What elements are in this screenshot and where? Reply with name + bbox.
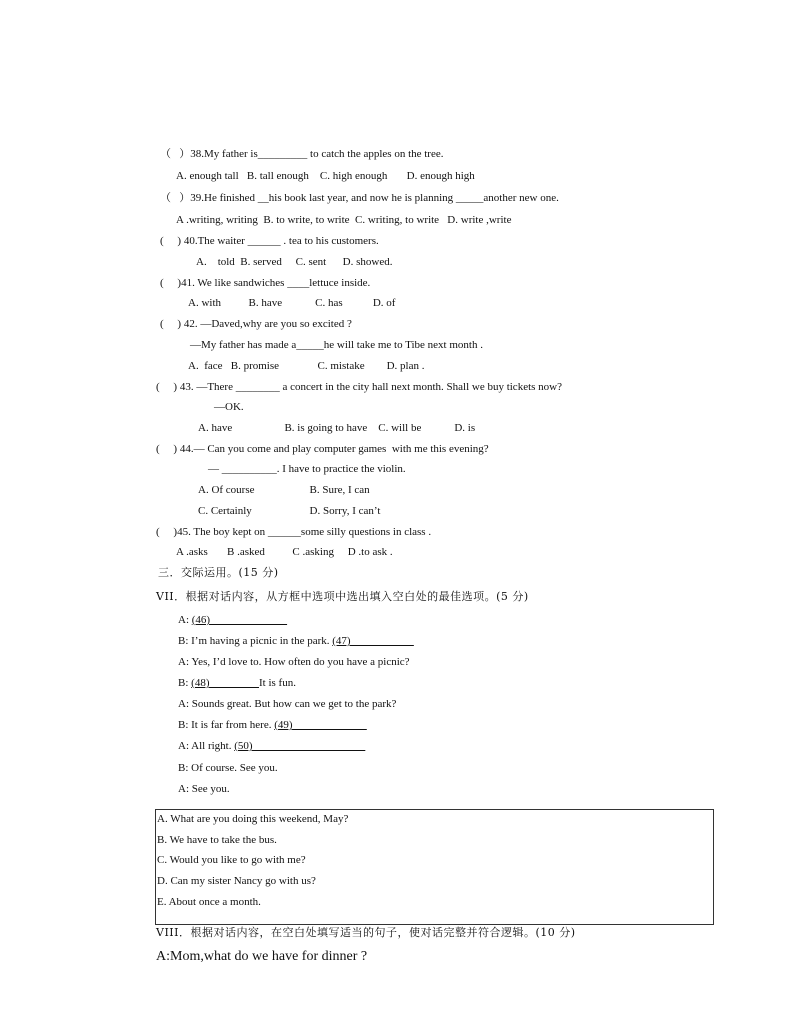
section-eight-first-line: A:Mom,what do we have for dinner ? <box>156 949 368 964</box>
q39-stem: （ ）39.He finished __his book last year, and now he is planning _____another new one. <box>160 192 559 204</box>
blank-50: (50) <box>234 740 366 752</box>
blank-48: (48) <box>191 677 259 689</box>
q42-stem: ( ) 42. —Daved,why are you so excited ? <box>160 318 352 330</box>
box-option: E. About once a month. <box>157 896 261 908</box>
box-option: B. We have to take the bus. <box>157 834 277 846</box>
blank-46: (46) <box>191 614 288 626</box>
blank-49: (49) <box>274 719 367 731</box>
q44-options-row2: C. Certainly D. Sorry, I can’t <box>198 505 381 517</box>
q43-stem: ( ) 43. —There ________ a concert in the city hall next month. Shall we buy tickets now? <box>156 381 562 393</box>
q44-reply: — __________. I have to practice the violin. <box>208 463 406 475</box>
dialogue-line: B: I’m having a picnic in the park. (47) <box>178 635 414 647</box>
q38-options: A. enough tall B. tall enough C. high enough D. enough high <box>176 170 475 182</box>
q44-options-row1: A. Of course B. Sure, I can <box>198 484 370 496</box>
box-option: D. Can my sister Nancy go with us? <box>157 875 316 887</box>
box-option: C. Would you like to go with me? <box>157 854 306 866</box>
dialogue-line: A: See you. <box>178 783 230 795</box>
section-seven-heading: VII．根据对话内容，从方框中选项中选出填入空白处的最佳选项。(5 分) <box>156 590 529 603</box>
dialogue-line: A: All right. (50) <box>178 740 366 752</box>
dialogue-line: A: (46) <box>178 614 288 626</box>
q40-stem: ( ) 40.The waiter ______ . tea to his customers. <box>160 235 379 247</box>
q41-options: A. with B. have C. has D. of <box>188 297 396 309</box>
dialogue-line: A: Yes, I’d love to. How often do you have a picnic? <box>178 656 410 668</box>
q39-options: A .writing, writing B. to write, to write C. writing, to write D. write ,write <box>176 214 512 226</box>
q43-reply: —OK. <box>214 401 244 413</box>
q45-stem: ( )45. The boy kept on ______some silly questions in class . <box>156 526 432 538</box>
q45-options: A .asks B .asked C .asking D .to ask . <box>176 546 393 558</box>
q44-stem: ( ) 44.— Can you come and play computer games with me this evening? <box>156 443 489 455</box>
dialogue-line: B: It is far from here. (49) <box>178 719 367 731</box>
q43-options: A. have B. is going to have C. will be D. is <box>198 422 476 434</box>
q42-reply: —My father has made a_____he will take me to Tibe next month . <box>190 339 483 351</box>
section-three-heading: 三．交际运用。(15 分) <box>158 566 279 579</box>
dialogue-line: B: Of course. See you. <box>178 762 278 774</box>
blank-47: (47) <box>332 635 414 647</box>
section-eight-heading: VIII．根据对话内容，在空白处填写适当的句子，使对话完整并符合逻辑。(10 分) <box>156 926 576 939</box>
dialogue-line: B: (48) It is fun. <box>178 677 296 689</box>
box-option: A. What are you doing this weekend, May? <box>157 813 349 825</box>
q42-options: A. face B. promise C. mistake D. plan . <box>188 360 425 372</box>
q40-options: A. told B. served C. sent D. showed. <box>196 256 393 268</box>
dialogue-line: A: Sounds great. But how can we get to the park? <box>178 698 397 710</box>
q38-stem: （ ）38.My father is_________ to catch the apples on the tree. <box>160 148 444 160</box>
q41-stem: ( )41. We like sandwiches ____lettuce inside. <box>160 277 371 289</box>
